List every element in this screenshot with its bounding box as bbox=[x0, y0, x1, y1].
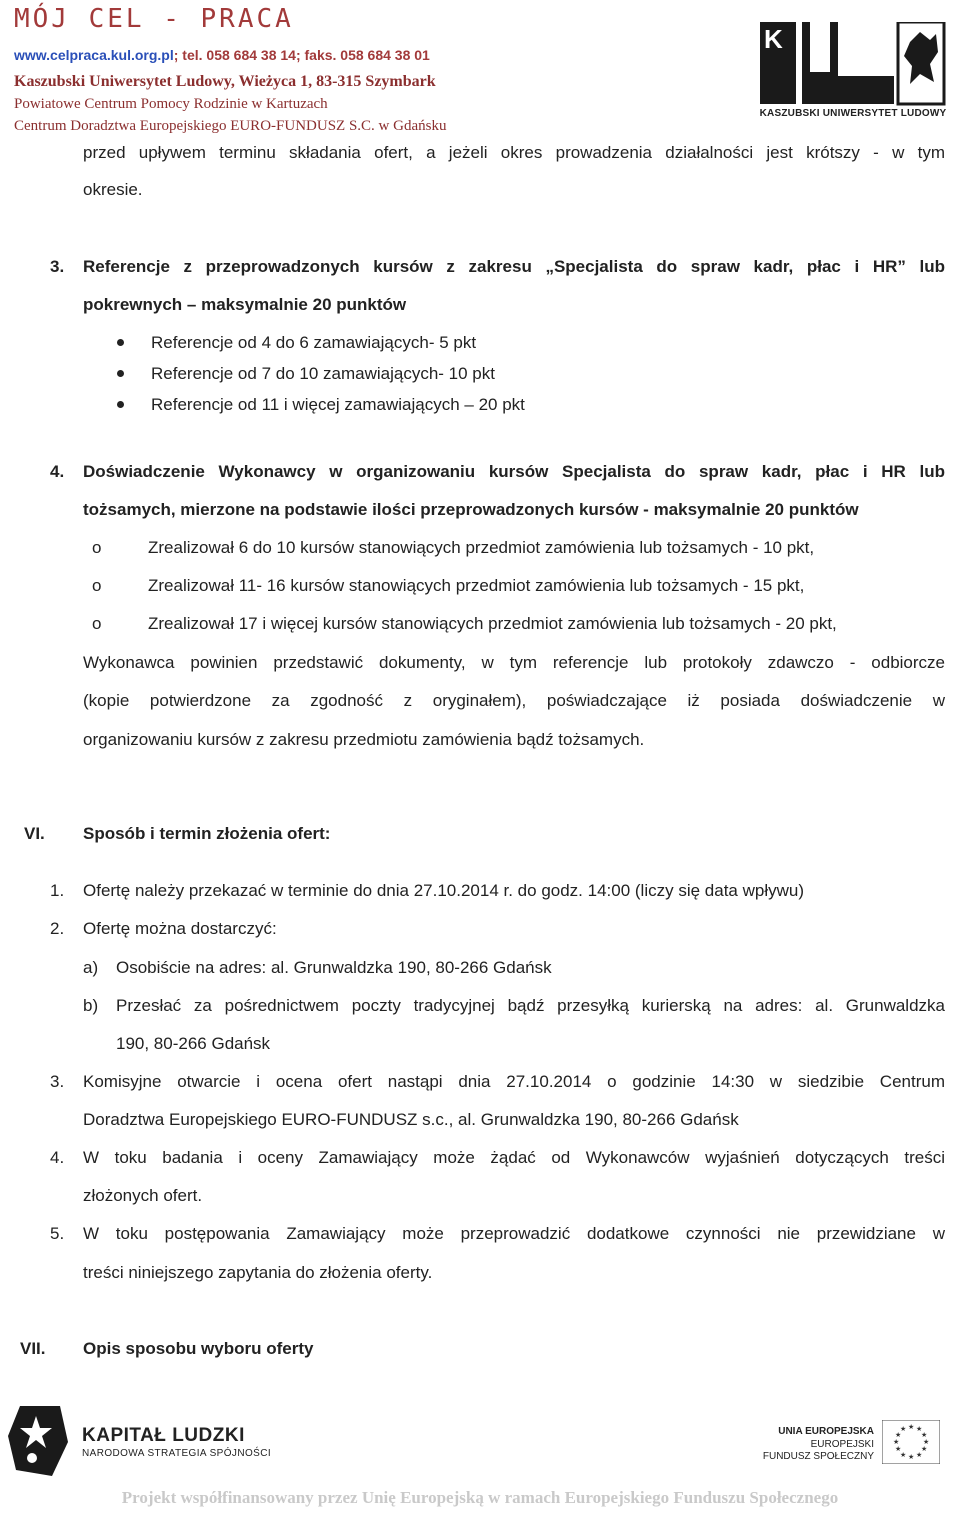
sub-a-marker: a) bbox=[83, 958, 99, 977]
list-item: Referencje od 4 do 6 zamawiających- 5 pkt bbox=[151, 333, 477, 352]
sub-a-text: Osobiście na adres: al. Grunwaldzka 190, 80-266 Gdańsk bbox=[116, 958, 552, 977]
option-marker: o bbox=[92, 576, 102, 595]
section6-item-number: 3. bbox=[50, 1072, 65, 1091]
section6-item: Ofertę można dostarczyć: bbox=[83, 919, 277, 938]
svg-text:★: ★ bbox=[908, 1423, 915, 1431]
item4-paragraph-line-3: organizowaniu kursów z zakresu przedmiotu zamówienia bądź tożsamych. bbox=[83, 730, 645, 749]
svg-text:★: ★ bbox=[916, 1425, 923, 1433]
section6-item-number: 2. bbox=[50, 919, 65, 938]
header-line-1: Kaszubski Uniwersytet Ludowy, Wieżyca 1, 83-315 Szymbark bbox=[14, 73, 436, 90]
header-title: MÓJ CEL - PRACA bbox=[14, 4, 294, 34]
option-marker: o bbox=[92, 614, 102, 633]
section7-title: Opis sposobu wyboru oferty bbox=[83, 1339, 314, 1358]
section6-title: Sposób i termin złożenia ofert: bbox=[83, 824, 331, 843]
list-item: Referencje od 7 do 10 zamawiających- 10 pkt bbox=[151, 364, 495, 383]
section7-number: VII. bbox=[20, 1339, 46, 1358]
intro-line-1: przed upływem terminu składania ofert, a jeżeli okres prowadzenia działalności jest krótszy - w tym bbox=[83, 143, 945, 162]
intro-line-2: okresie. bbox=[83, 180, 143, 199]
svg-text:★: ★ bbox=[908, 1453, 915, 1461]
item4-number: 4. bbox=[50, 462, 65, 481]
item4-heading-line-2: tożsamych, mierzone na podstawie ilości przeprowadzonych kursów - maksymalnie 20 punktów bbox=[83, 500, 859, 519]
section6-item3-line-2: Doradztwa Europejskiego EURO-FUNDUSZ s.c., al. Grunwaldzka 190, 80-266 Gdańsk bbox=[83, 1110, 739, 1129]
sub-b-marker: b) bbox=[83, 996, 99, 1015]
kapital-ludzki-title: KAPITAŁ LUDZKI bbox=[82, 1425, 245, 1446]
item4-paragraph-line-1: Wykonawca powinien przedstawić dokumenty, w tym referencje lub protokoły zdawczo - odbiorcze bbox=[83, 653, 945, 672]
section6-item-number: 1. bbox=[50, 881, 65, 900]
item3-number: 3. bbox=[50, 257, 65, 276]
svg-text:★: ★ bbox=[921, 1431, 928, 1439]
ue-line-1: UNIA EUROPEJSKA bbox=[778, 1426, 874, 1437]
item4-heading-line-1: Doświadczenie Wykonawcy w organizowaniu kursów Specjalista do spraw kadr, płac i HR lub bbox=[83, 462, 945, 481]
kul-logo bbox=[760, 22, 946, 122]
eu-flag-icon bbox=[882, 1420, 940, 1464]
section6-item3-line-1: Komisyjne otwarcie i ocena ofert nastąpi dnia 27.10.2014 o godzinie 14:30 w siedzibie Centrum bbox=[83, 1072, 945, 1091]
kapital-ludzki-logo bbox=[6, 1402, 76, 1480]
section6-item4-line-2: złożonych ofert. bbox=[83, 1186, 203, 1205]
kapital-ludzki-subtitle: NARODOWA STRATEGIA SPÓJNOŚCI bbox=[82, 1448, 272, 1459]
svg-text:★: ★ bbox=[900, 1451, 907, 1459]
option-marker: o bbox=[92, 538, 102, 557]
section6-item-number: 5. bbox=[50, 1224, 65, 1243]
svg-text:★: ★ bbox=[895, 1431, 902, 1439]
bullet-icon bbox=[117, 339, 124, 346]
section6-number: VI. bbox=[24, 824, 45, 843]
list-item: Zrealizował 6 do 10 kursów stanowiących przedmiot zamówienia lub tożsamych - 10 pkt, bbox=[148, 538, 815, 557]
svg-text:★: ★ bbox=[895, 1445, 902, 1453]
list-item: Referencje od 11 i więcej zamawiających – 20 pkt bbox=[151, 395, 525, 414]
item4-paragraph-line-2: (kopie potwierdzone za zgodność z oryginałem), poświadczające iż posiada doświadczenie w bbox=[83, 691, 945, 710]
website-link[interactable]: www.celpraca.kul.org.pl bbox=[14, 47, 174, 63]
project-funding-note: Projekt współfinansowany przez Unię Europejską w ramach Europejskiego Funduszu Społecznego bbox=[121, 1488, 839, 1507]
item3-heading-line-2: pokrewnych – maksymalnie 20 punktów bbox=[83, 295, 407, 314]
header-line-2: Powiatowe Centrum Pomocy Rodzinie w Kartuzach bbox=[14, 96, 328, 112]
header-contact-line bbox=[14, 47, 430, 63]
sub-b-line-1: Przesłać za pośrednictwem poczty tradycyjnej bądź przesyłką kurierską na adres: al. Grunwaldzka bbox=[116, 996, 945, 1015]
section6-item: Ofertę należy przekazać w terminie do dnia 27.10.2014 r. do godz. 14:00 (liczy się data wpływu) bbox=[83, 881, 804, 900]
phone-fax: ; tel. 058 684 38 14; faks. 058 684 38 01 bbox=[173, 47, 430, 63]
section6-item-number: 4. bbox=[50, 1148, 65, 1167]
kul-logo-text: KASZUBSKI UNIWERSYTET LUDOWY bbox=[759, 108, 947, 119]
svg-text:K: K bbox=[764, 24, 783, 54]
ue-line-2: EUROPEJSKI bbox=[810, 1439, 874, 1450]
header-line-3: Centrum Doradztwa Europejskiego EURO-FUNDUSZ S.C. w Gdańsku bbox=[14, 118, 447, 134]
list-item: Zrealizował 11- 16 kursów stanowiących przedmiot zamówienia lub tożsamych - 15 pkt, bbox=[148, 576, 805, 595]
bullet-icon bbox=[117, 370, 124, 377]
ue-line-3: FUNDUSZ SPOŁECZNY bbox=[762, 1451, 874, 1462]
item3-heading-line-1: Referencje z przeprowadzonych kursów z zakresu „Specjalista do spraw kadr, płac i HR” lub bbox=[83, 257, 945, 276]
svg-text:★: ★ bbox=[923, 1438, 930, 1446]
svg-text:★: ★ bbox=[893, 1438, 900, 1446]
section6-item5-line-2: treści niniejszego zapytania do złożenia oferty. bbox=[83, 1263, 433, 1282]
section6-item4-line-1: W toku badania i oceny Zamawiający może żądać od Wykonawców wyjaśnień dotyczących treści bbox=[83, 1148, 945, 1167]
svg-text:★: ★ bbox=[916, 1451, 923, 1459]
list-item: Zrealizował 17 i więcej kursów stanowiących przedmiot zamówienia lub tożsamych - 20 pkt, bbox=[148, 614, 837, 633]
section6-item5-line-1: W toku postępowania Zamawiający może przeprowadzić dodatkowe czynności nie przewidziane w bbox=[83, 1224, 945, 1243]
svg-text:★: ★ bbox=[921, 1445, 928, 1453]
sub-b-line-2: 190, 80-266 Gdańsk bbox=[116, 1034, 271, 1053]
svg-text:★: ★ bbox=[900, 1425, 907, 1433]
bullet-icon bbox=[117, 401, 124, 408]
